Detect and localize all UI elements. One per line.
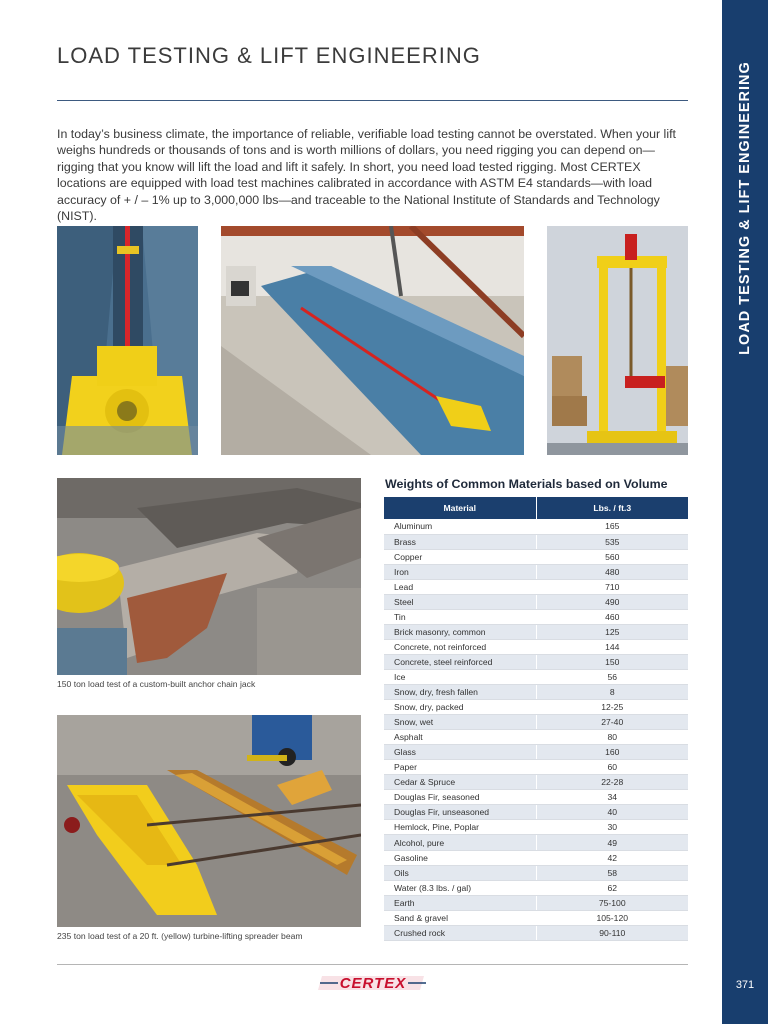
material-weight-cell: 490 bbox=[536, 594, 688, 609]
table-row bbox=[384, 654, 688, 669]
material-name-cell: Concrete, not reinforced bbox=[384, 639, 536, 654]
table-row bbox=[384, 835, 688, 850]
material-weight-cell: 105-120 bbox=[536, 910, 688, 925]
material-weight-cell: 90-110 bbox=[536, 925, 688, 940]
material-weight-cell: 80 bbox=[536, 730, 688, 745]
page-number: 371 bbox=[735, 979, 755, 991]
table-body bbox=[384, 519, 688, 940]
intro-paragraph: In today’s business climate, the importance of reliable, verifiable load testing cannot be overstated. When your lift weighs hundreds or thousands of tons and is worth millions of dollars, you need rigging you can depend on—rigging that you know will lift the load and lift it safely. In short, you need load tested rigging. Most CERTEX locations are equipped with load test machines calibrated in accordance with ASTM E4 standards—with load accuracy of + / – 1% up to 3,000,000 lbs—and traceable to the National Institute of Standards and Technology (NIST). bbox=[57, 127, 676, 224]
material-name-cell: Gasoline bbox=[384, 850, 536, 865]
title-divider bbox=[57, 100, 688, 101]
materials-weight-table bbox=[384, 497, 688, 941]
photo-spreader-beam bbox=[57, 715, 361, 927]
caption-spreader-beam: 235 ton load test of a 20 ft. (yellow) turbine-lifting spreader beam bbox=[57, 931, 303, 941]
table-row bbox=[384, 669, 688, 684]
material-name-cell: Copper bbox=[384, 549, 536, 564]
table-title: Weights of Common Materials based on Volume bbox=[385, 477, 668, 491]
material-weight-cell: 710 bbox=[536, 579, 688, 594]
material-weight-cell: 535 bbox=[536, 534, 688, 549]
table-row bbox=[384, 519, 688, 534]
photo-test-bed-warehouse bbox=[221, 226, 524, 455]
table-row bbox=[384, 594, 688, 609]
table-row bbox=[384, 880, 688, 895]
material-weight-cell: 22-28 bbox=[536, 775, 688, 790]
material-name-cell: Iron bbox=[384, 564, 536, 579]
material-name-cell: Asphalt bbox=[384, 730, 536, 745]
material-weight-cell: 144 bbox=[536, 639, 688, 654]
material-name-cell: Cedar & Spruce bbox=[384, 775, 536, 790]
table-row bbox=[384, 775, 688, 790]
table-row bbox=[384, 925, 688, 940]
photo-vertical-test-frame bbox=[547, 226, 688, 455]
table-row bbox=[384, 579, 688, 594]
table-row bbox=[384, 609, 688, 624]
table-row bbox=[384, 895, 688, 910]
table-row bbox=[384, 564, 688, 579]
certex-logo-text: CERTEX bbox=[339, 975, 407, 991]
material-weight-cell: 34 bbox=[536, 790, 688, 805]
material-name-cell: Lead bbox=[384, 579, 536, 594]
material-name-cell: Hemlock, Pine, Poplar bbox=[384, 820, 536, 835]
table-row bbox=[384, 715, 688, 730]
table-row bbox=[384, 639, 688, 654]
table-row bbox=[384, 760, 688, 775]
certex-logo bbox=[318, 975, 428, 991]
material-name-cell: Ice bbox=[384, 669, 536, 684]
table-row bbox=[384, 730, 688, 745]
table-row bbox=[384, 850, 688, 865]
material-weight-cell: 49 bbox=[536, 835, 688, 850]
table-row bbox=[384, 549, 688, 564]
material-name-cell: Douglas Fir, seasoned bbox=[384, 790, 536, 805]
material-weight-cell: 480 bbox=[536, 564, 688, 579]
table-header-weight: Lbs. / ft.3 bbox=[536, 497, 688, 519]
material-name-cell: Water (8.3 lbs. / gal) bbox=[384, 880, 536, 895]
table-row bbox=[384, 805, 688, 820]
material-name-cell: Glass bbox=[384, 745, 536, 760]
material-name-cell: Brick masonry, common bbox=[384, 624, 536, 639]
material-weight-cell: 125 bbox=[536, 624, 688, 639]
material-name-cell: Alcohol, pure bbox=[384, 835, 536, 850]
material-name-cell: Crushed rock bbox=[384, 925, 536, 940]
table-row bbox=[384, 865, 688, 880]
table-row bbox=[384, 745, 688, 760]
material-name-cell: Brass bbox=[384, 534, 536, 549]
material-name-cell: Steel bbox=[384, 594, 536, 609]
material-weight-cell: 58 bbox=[536, 865, 688, 880]
material-weight-cell: 75-100 bbox=[536, 895, 688, 910]
material-name-cell: Snow, dry, packed bbox=[384, 700, 536, 715]
caption-anchor-chain-jack: 150 ton load test of a custom-built anchor chain jack bbox=[57, 679, 256, 689]
material-weight-cell: 12-25 bbox=[536, 700, 688, 715]
material-weight-cell: 30 bbox=[536, 820, 688, 835]
material-name-cell: Earth bbox=[384, 895, 536, 910]
material-weight-cell: 42 bbox=[536, 850, 688, 865]
table-header-material: Material bbox=[384, 497, 536, 519]
material-name-cell: Snow, wet bbox=[384, 715, 536, 730]
material-name-cell: Aluminum bbox=[384, 519, 536, 534]
table-row bbox=[384, 790, 688, 805]
material-weight-cell: 460 bbox=[536, 609, 688, 624]
material-weight-cell: 56 bbox=[536, 669, 688, 684]
material-weight-cell: 27-40 bbox=[536, 715, 688, 730]
material-weight-cell: 62 bbox=[536, 880, 688, 895]
material-name-cell: Sand & gravel bbox=[384, 910, 536, 925]
table-row bbox=[384, 700, 688, 715]
material-weight-cell: 40 bbox=[536, 805, 688, 820]
material-name-cell: Tin bbox=[384, 609, 536, 624]
photo-anchor-chain-jack bbox=[57, 478, 361, 675]
photo-test-bed-closeup bbox=[57, 226, 198, 455]
table-row bbox=[384, 624, 688, 639]
table-row bbox=[384, 820, 688, 835]
material-name-cell: Paper bbox=[384, 760, 536, 775]
material-weight-cell: 165 bbox=[536, 519, 688, 534]
material-weight-cell: 150 bbox=[536, 654, 688, 669]
footer-divider bbox=[57, 964, 688, 965]
material-weight-cell: 560 bbox=[536, 549, 688, 564]
material-weight-cell: 60 bbox=[536, 760, 688, 775]
material-name-cell: Snow, dry, fresh fallen bbox=[384, 685, 536, 700]
table-row bbox=[384, 534, 688, 549]
table-row bbox=[384, 685, 688, 700]
page-title: LOAD TESTING & LIFT ENGINEERING bbox=[57, 43, 481, 68]
side-section-title: LOAD TESTING & LIFT ENGINEERING bbox=[737, 61, 753, 355]
material-weight-cell: 8 bbox=[536, 685, 688, 700]
material-name-cell: Concrete, steel reinforced bbox=[384, 654, 536, 669]
material-weight-cell: 160 bbox=[536, 745, 688, 760]
material-name-cell: Oils bbox=[384, 865, 536, 880]
material-name-cell: Douglas Fir, unseasoned bbox=[384, 805, 536, 820]
table-row bbox=[384, 910, 688, 925]
